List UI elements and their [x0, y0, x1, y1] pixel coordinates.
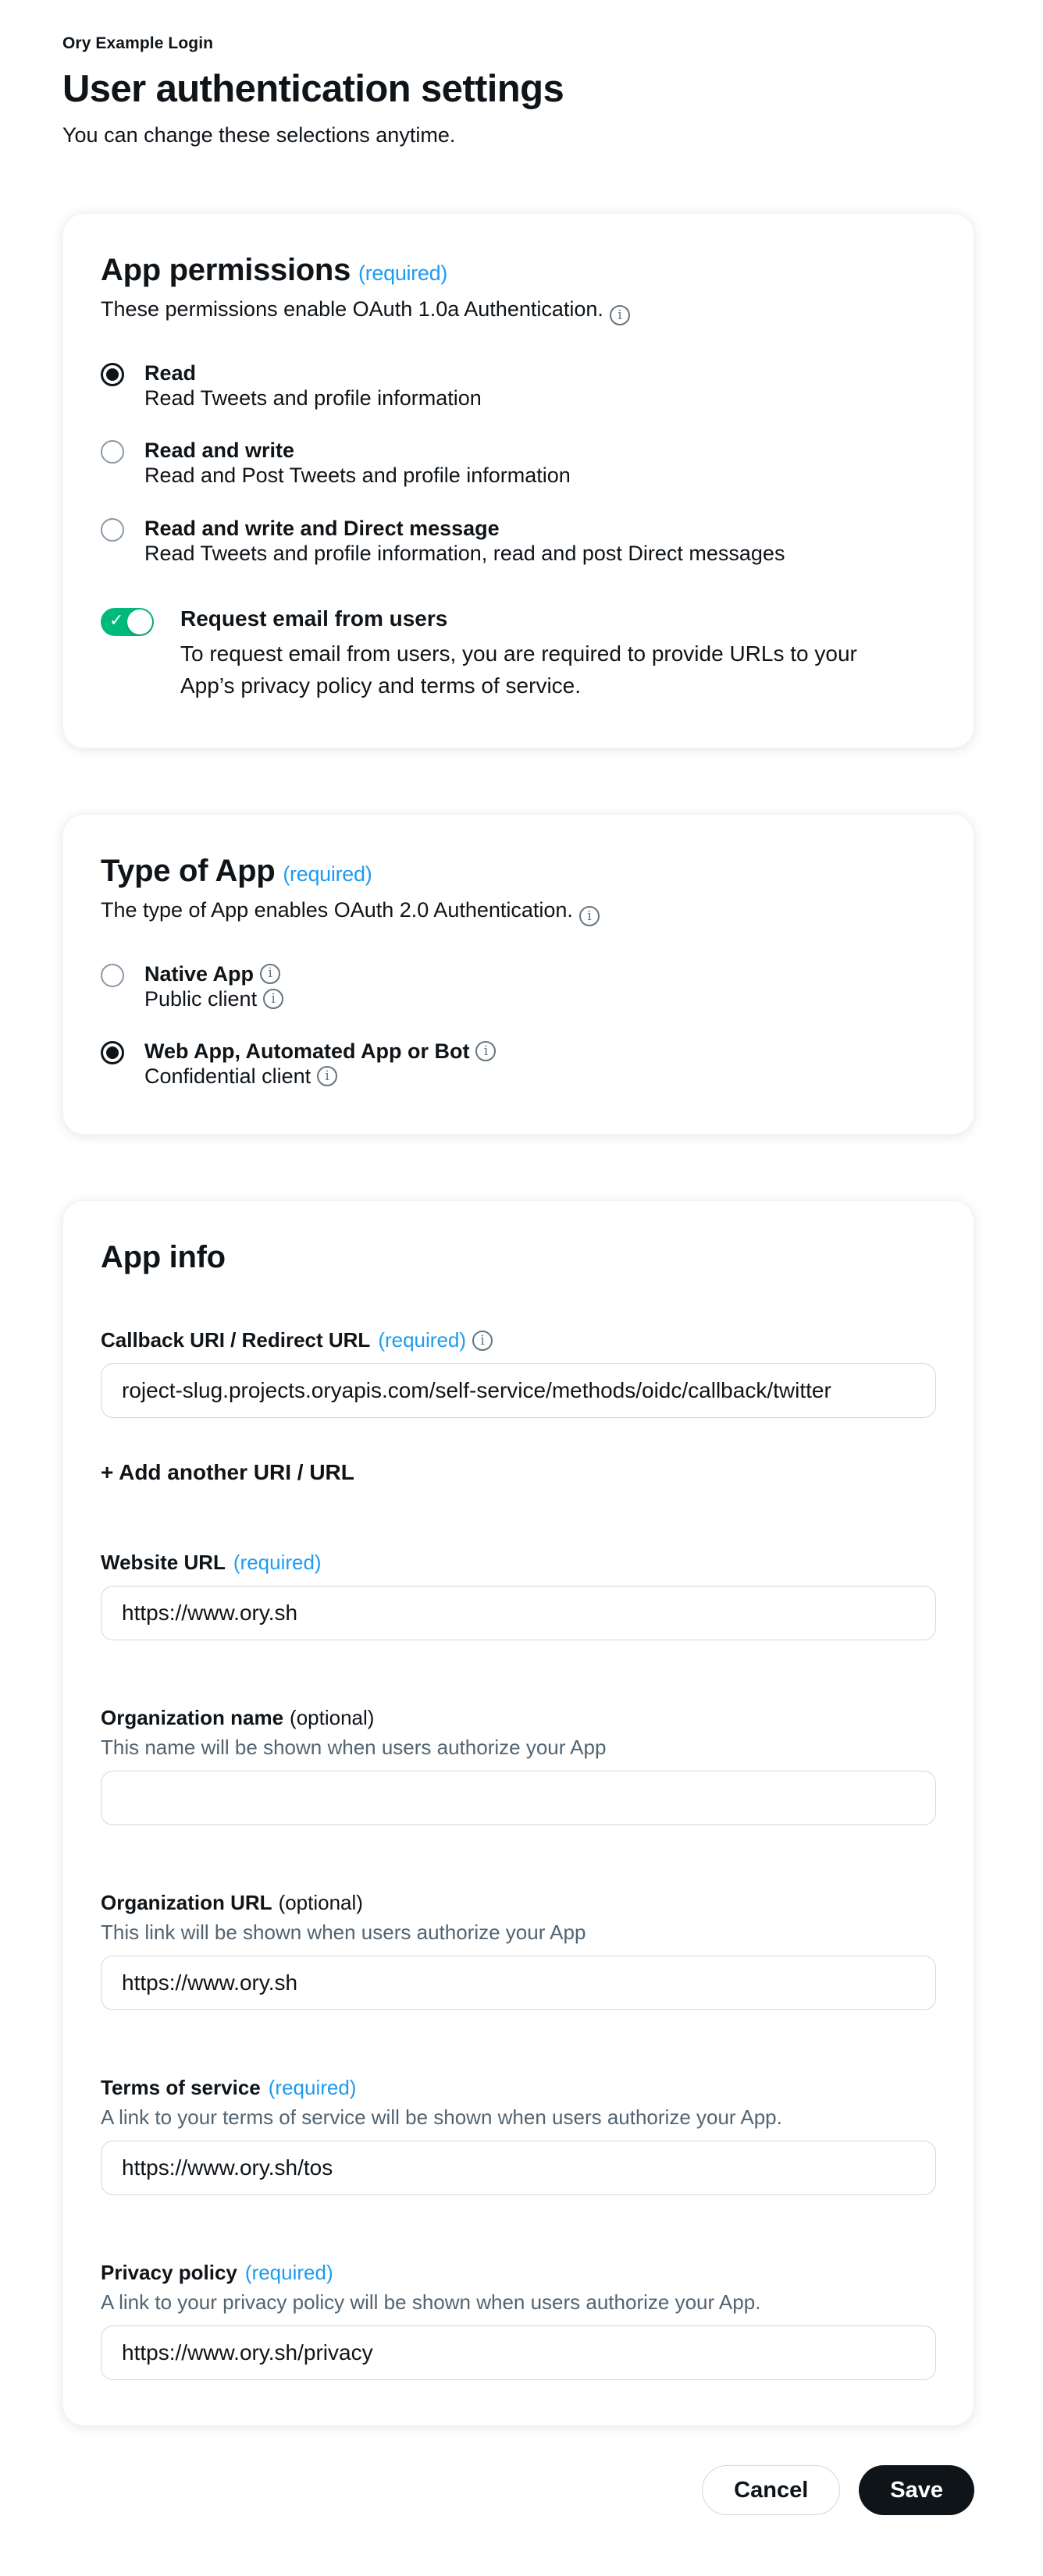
radio-description: Read Tweets and profile information	[144, 386, 482, 410]
radio-text	[144, 1039, 496, 1089]
radio-icon[interactable]	[101, 1041, 124, 1064]
type-of-app-radio-group	[101, 962, 936, 1089]
type-of-app-heading	[101, 854, 936, 889]
add-uri-button[interactable]: + Add another URI / URL	[101, 1460, 354, 1485]
label-text: Website URL	[101, 1551, 226, 1575]
permissions-radio-group	[101, 361, 936, 566]
radio-label	[144, 962, 283, 986]
card-type-of-app	[62, 814, 974, 1135]
privacy-policy-helper: A link to your privacy policy will be shown when users authorize your App.	[101, 2290, 761, 2315]
label-text: Privacy policy	[101, 2261, 237, 2285]
toggle-knob	[127, 609, 152, 634]
type-of-app-description	[101, 898, 936, 926]
description-text: The type of App enables OAuth 2.0 Authentication.	[101, 897, 573, 922]
cancel-button[interactable]: Cancel	[702, 2465, 840, 2515]
info-icon[interactable]: i	[579, 906, 600, 926]
organization-name-label	[101, 1706, 936, 1730]
radio-sub-text: Confidential client	[144, 1064, 311, 1088]
field-privacy-policy	[101, 2261, 936, 2380]
info-icon[interactable]: i	[317, 1066, 337, 1086]
optional-badge: (optional)	[290, 1706, 375, 1730]
request-email-row	[101, 606, 936, 702]
radio-text	[144, 439, 571, 488]
terms-of-service-input[interactable]	[101, 2141, 936, 2195]
toggle-description: To request email from users, you are required to provide URLs to your App’s privacy policy and terms of service.	[180, 641, 857, 698]
field-organization-url	[101, 1891, 936, 2010]
radio-description: Read and Post Tweets and profile information	[144, 464, 571, 488]
callback-uri-input[interactable]	[101, 1363, 936, 1418]
privacy-policy-label	[101, 2261, 936, 2285]
page-title: User authentication settings	[62, 68, 564, 110]
radio-label	[144, 1039, 496, 1064]
radio-label: Read and write and Direct message	[144, 516, 500, 540]
radio-label-text: Web App, Automated App or Bot	[144, 1039, 470, 1063]
website-url-input[interactable]	[101, 1586, 936, 1640]
radio-text	[144, 361, 482, 410]
callback-uri-label	[101, 1328, 936, 1352]
radio-option-read[interactable]	[101, 361, 936, 410]
toggle-label: Request email from users	[180, 606, 448, 631]
label-text: Organization name	[101, 1706, 284, 1730]
radio-label-text: Native App	[144, 961, 255, 986]
toggle-text	[180, 606, 887, 702]
required-badge: (required)	[378, 1328, 467, 1352]
radio-text	[144, 962, 283, 1011]
terms-of-service-label	[101, 2076, 936, 2100]
radio-text	[144, 517, 785, 566]
radio-option-read-write-dm[interactable]	[101, 517, 936, 566]
required-badge: (required)	[233, 1551, 322, 1575]
field-website-url	[101, 1551, 936, 1640]
checkmark-icon: ✓	[109, 610, 124, 631]
organization-name-helper: This name will be shown when users authorize your App	[101, 1736, 607, 1760]
label-text: Terms of service	[101, 2076, 261, 2100]
required-badge: (required)	[283, 862, 372, 886]
footer-actions	[62, 2465, 974, 2515]
radio-label: Read and write	[144, 439, 295, 463]
label-text: Organization URL	[101, 1891, 272, 1915]
app-permissions-description	[101, 297, 936, 325]
required-badge: (required)	[358, 261, 448, 285]
privacy-policy-input[interactable]	[101, 2326, 936, 2380]
radio-description: Read Tweets and profile information, read and post Direct messages	[144, 541, 785, 565]
required-badge: (required)	[244, 2261, 333, 2285]
description-text: These permissions enable OAuth 1.0a Authentication.	[101, 297, 603, 321]
card-app-permissions	[62, 213, 974, 748]
card-app-info	[62, 1200, 974, 2426]
optional-badge: (optional)	[278, 1891, 363, 1915]
radio-sub-text: Public client	[144, 986, 258, 1011]
radio-option-native-app[interactable]	[101, 962, 936, 1011]
page-subtitle: You can change these selections anytime.	[62, 123, 456, 147]
info-icon[interactable]: i	[472, 1331, 493, 1351]
label-text: Callback URI / Redirect URL	[101, 1328, 371, 1352]
card-title: Type of App	[101, 853, 276, 888]
save-button[interactable]: Save	[859, 2465, 974, 2515]
organization-url-helper: This link will be shown when users authorize your App	[101, 1920, 586, 1945]
required-badge: (required)	[268, 2076, 357, 2100]
organization-name-input[interactable]	[101, 1771, 936, 1825]
radio-option-web-app[interactable]	[101, 1039, 936, 1089]
radio-label: Read	[144, 361, 197, 385]
terms-of-service-helper: A link to your terms of service will be shown when users authorize your App.	[101, 2105, 782, 2130]
field-organization-name	[101, 1706, 936, 1825]
field-callback-uri	[101, 1328, 936, 1418]
radio-icon[interactable]	[101, 964, 124, 987]
organization-url-label	[101, 1891, 936, 1915]
app-info-heading: App info	[101, 1240, 226, 1275]
info-icon[interactable]: i	[263, 989, 283, 1009]
radio-description	[144, 986, 283, 1011]
info-icon[interactable]: i	[475, 1041, 496, 1061]
info-icon[interactable]: i	[610, 305, 630, 325]
website-url-label	[101, 1551, 936, 1575]
radio-icon[interactable]	[101, 363, 124, 386]
field-terms-of-service	[101, 2076, 936, 2195]
organization-url-input[interactable]	[101, 1956, 936, 2010]
app-permissions-heading	[101, 253, 936, 288]
radio-icon[interactable]	[101, 440, 124, 464]
app-title: Ory Example Login	[62, 34, 214, 52]
radio-icon[interactable]	[101, 518, 124, 542]
radio-description	[144, 1064, 496, 1089]
card-title: App permissions	[101, 253, 351, 287]
radio-option-read-write[interactable]	[101, 439, 936, 488]
request-email-toggle[interactable]	[101, 608, 154, 636]
info-icon[interactable]: i	[260, 964, 280, 984]
